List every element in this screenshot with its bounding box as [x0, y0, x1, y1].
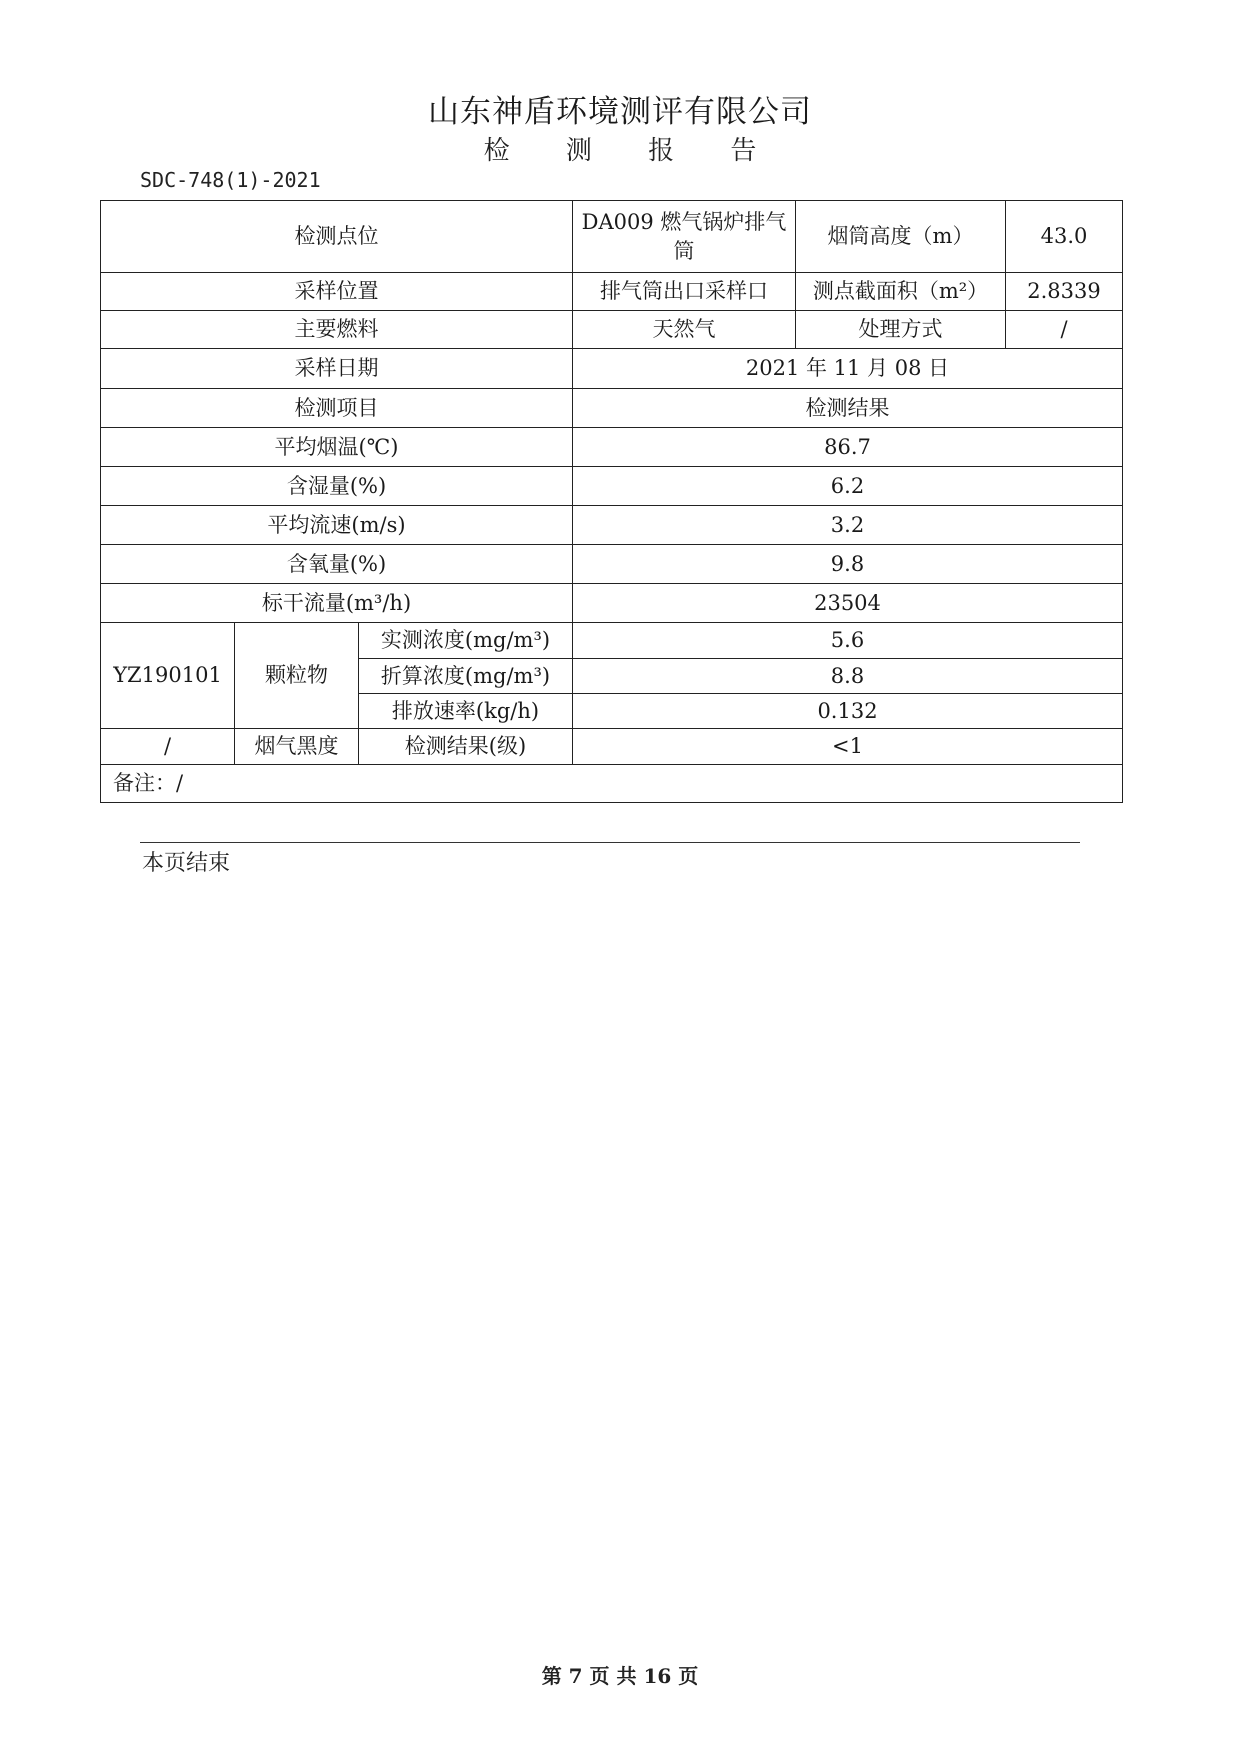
table-row	[101, 389, 1123, 428]
measured-conc-value: 5.6	[573, 623, 1123, 659]
treatment-value: /	[1006, 311, 1123, 349]
avg-temp-value: 86.7	[573, 428, 1123, 467]
moisture-label: 含湿量(%)	[101, 467, 573, 506]
result-header: 检测结果	[573, 389, 1123, 428]
sampling-location-value: 排气筒出口采样口	[573, 273, 796, 311]
table-row	[101, 428, 1123, 467]
smoke-result-label: 检测结果(级)	[359, 729, 573, 765]
particulate-name: 颗粒物	[235, 623, 359, 729]
smoke-name: 烟气黑度	[235, 729, 359, 765]
divider-line	[140, 842, 1080, 843]
smoke-result-value: <1	[573, 729, 1123, 765]
table-row	[101, 201, 1123, 273]
item-header: 检测项目	[101, 389, 573, 428]
remark: 备注：/	[101, 765, 1123, 803]
avg-velocity-label: 平均流速(m/s)	[101, 506, 573, 545]
moisture-value: 6.2	[573, 467, 1123, 506]
section-area-label: 测点截面积（m²）	[796, 273, 1006, 311]
dry-flow-label: 标干流量(m³/h)	[101, 584, 573, 623]
table-row	[101, 545, 1123, 584]
converted-conc-value: 8.8	[573, 659, 1123, 694]
table-row	[101, 623, 1123, 659]
table-row	[101, 349, 1123, 389]
document-number: SDC-748(1)-2021	[140, 168, 321, 192]
section-area-value: 2.8339	[1006, 273, 1123, 311]
report-title: 检 测 报 告	[483, 136, 781, 166]
particulate-code: YZ190101	[101, 623, 235, 729]
emission-rate-label: 排放速率(kg/h)	[359, 694, 573, 729]
company-name: 山东神盾环境测评有限公司	[428, 94, 812, 130]
fuel-label: 主要燃料	[101, 311, 573, 349]
smoke-code: /	[101, 729, 235, 765]
stack-height-value: 43.0	[1006, 201, 1123, 273]
measured-conc-label: 实测浓度(mg/m³)	[359, 623, 573, 659]
page-number: 第 7 页 共 16 页	[541, 1664, 699, 1688]
table-row	[101, 273, 1123, 311]
table-row	[101, 584, 1123, 623]
converted-conc-label: 折算浓度(mg/m³)	[359, 659, 573, 694]
table-row	[101, 729, 1123, 765]
table-row	[101, 467, 1123, 506]
stack-height-label: 烟筒高度（m）	[796, 201, 1006, 273]
dry-flow-value: 23504	[573, 584, 1123, 623]
test-results-table	[100, 200, 1123, 803]
date-value: 2021 年 11 月 08 日	[573, 349, 1123, 389]
date-label: 采样日期	[101, 349, 573, 389]
oxygen-label: 含氧量(%)	[101, 545, 573, 584]
table-row	[101, 311, 1123, 349]
page-end-note: 本页结束	[142, 851, 231, 876]
avg-velocity-value: 3.2	[573, 506, 1123, 545]
sampling-location-label: 采样位置	[101, 273, 573, 311]
point-label: 检测点位	[101, 201, 573, 273]
table-row	[101, 506, 1123, 545]
fuel-value: 天然气	[573, 311, 796, 349]
treatment-label: 处理方式	[796, 311, 1006, 349]
avg-temp-label: 平均烟温(℃)	[101, 428, 573, 467]
oxygen-value: 9.8	[573, 545, 1123, 584]
point-value: DA009 燃气锅炉排气筒	[573, 201, 796, 273]
emission-rate-value: 0.132	[573, 694, 1123, 729]
table-row	[101, 765, 1123, 803]
